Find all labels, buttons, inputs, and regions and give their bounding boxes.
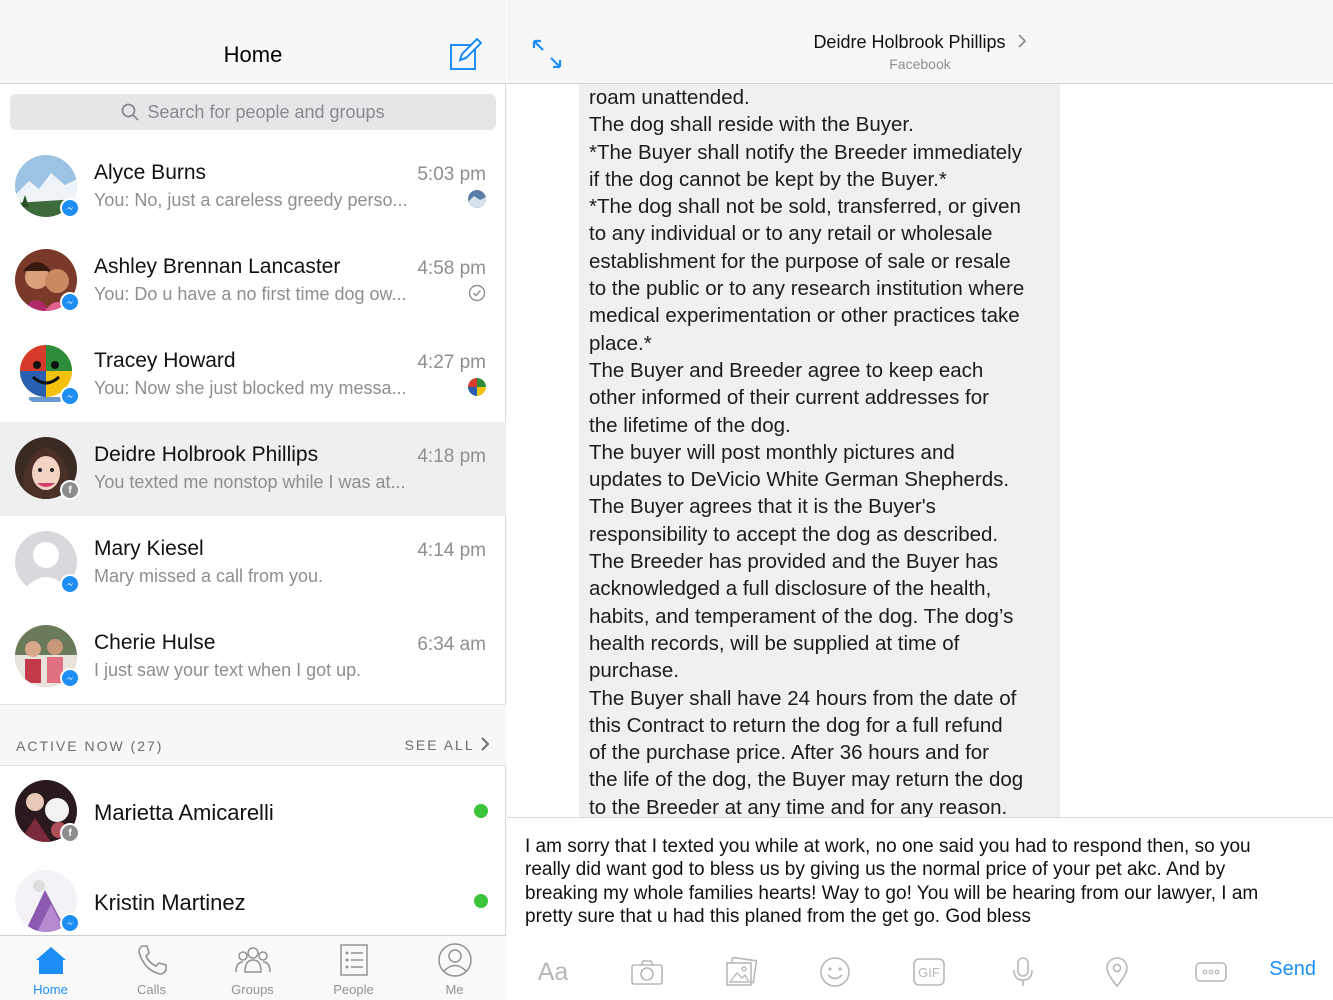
message-line: health records, will be supplied at time of	[589, 631, 960, 655]
online-indicator-icon	[474, 894, 488, 908]
message-time: 5:03 pm	[417, 164, 486, 185]
contact-name: Tracey Howard	[94, 349, 236, 372]
composer-line: I am sorry that I texted you while at work, no one said you had to respond then, so you	[525, 836, 1251, 857]
online-indicator-icon	[474, 804, 488, 818]
message-line: this Contract to return the dog for a full refund	[589, 713, 1003, 737]
tab-label: Calls	[137, 982, 166, 997]
send-button[interactable]: Send	[1269, 958, 1316, 980]
tab-people[interactable]	[303, 936, 404, 1000]
message-time: 4:27 pm	[417, 352, 486, 373]
message-bubble[interactable]	[579, 84, 1060, 817]
message-line: establishment for the purpose of sale or resale	[589, 249, 1011, 273]
people-list-icon	[336, 942, 372, 978]
contact-name: Deidre Holbrook Phillips	[94, 443, 319, 466]
message-line: *The Buyer shall notify the Breeder immediately	[589, 140, 1022, 164]
location-button[interactable]	[1097, 952, 1137, 992]
conversation-item[interactable]	[0, 516, 506, 610]
tab-label: Me	[445, 982, 464, 997]
conversation-list	[0, 140, 506, 704]
text-format-button[interactable]	[533, 952, 573, 992]
compose-text-field[interactable]	[525, 835, 1315, 928]
composer-line: pretty sure that u had this planed from the get go. God bless	[525, 905, 1031, 927]
search-icon	[121, 103, 139, 121]
home-header	[0, 0, 506, 84]
message-line: habits, and temperament of the dog. The dog’s	[589, 604, 1014, 628]
conversation-item[interactable]	[0, 234, 506, 328]
message-line: The Buyer and Breeder agree to keep each	[589, 358, 984, 382]
contact-name: Alyce Burns	[94, 161, 207, 184]
photo-gallery-icon	[725, 957, 757, 987]
text-format-label: Aa	[537, 957, 569, 986]
messenger-badge-icon	[60, 668, 80, 688]
groups-icon	[235, 942, 271, 978]
message-line: acknowledged a full disclosure of the health,	[589, 577, 992, 601]
active-person-item[interactable]	[0, 856, 506, 946]
message-preview: You texted me nonstop while I was at...	[94, 472, 406, 492]
message-thread[interactable]	[507, 84, 1333, 817]
message-line: to the public or to any research institution where	[589, 277, 1025, 301]
smiley-icon	[819, 956, 851, 988]
chat-title-button[interactable]	[507, 32, 1333, 53]
facebook-badge-icon: f	[60, 823, 80, 843]
voice-button[interactable]	[1003, 952, 1043, 992]
message-line: purchase.	[589, 659, 680, 683]
message-line: the life of the dog, the Buyer may return the dog	[589, 768, 1024, 792]
chevron-right-icon	[480, 737, 490, 751]
search-placeholder: Search for people and groups	[147, 101, 385, 122]
conversation-item[interactable]	[0, 140, 506, 234]
microphone-icon	[1012, 956, 1034, 988]
contact-name: Kristin Martinez	[94, 890, 246, 915]
camera-button[interactable]	[627, 952, 667, 992]
chat-source-label: Facebook	[889, 56, 951, 72]
message-line: other informed of their current addresses for	[589, 386, 989, 410]
emoji-button[interactable]	[815, 952, 855, 992]
message-line: place.*	[589, 331, 652, 355]
message-time: 4:14 pm	[417, 540, 486, 561]
contact-name: Cherie Hulse	[94, 631, 216, 654]
message-line: if the dog cannot be kept by the Buyer.*	[589, 167, 947, 191]
tab-bar	[0, 935, 506, 1000]
see-all-button[interactable]	[405, 737, 490, 753]
message-line: roam unattended.	[589, 86, 750, 109]
message-preview: I just saw your text when I got up.	[94, 660, 362, 680]
tab-home[interactable]	[0, 936, 101, 1000]
tab-label: Groups	[231, 982, 274, 997]
message-line: *The dog shall not be sold, transferred, or given	[589, 195, 1021, 219]
seen-avatar-icon	[468, 190, 486, 208]
chat-header	[507, 0, 1333, 84]
active-now-label: ACTIVE NOW (27)	[16, 738, 164, 754]
active-person-item[interactable]	[0, 766, 506, 856]
message-line: updates to DeVicio White German Shepherds.	[589, 468, 1010, 492]
chevron-right-icon	[1017, 34, 1027, 48]
seen-avatar-icon	[468, 378, 486, 396]
chat-contact-name: Deidre Holbrook Phillips	[813, 32, 1006, 52]
message-time: 4:18 pm	[417, 446, 486, 467]
facebook-badge-icon: f	[60, 480, 80, 500]
composer-toolbar	[507, 948, 1333, 992]
conversation-item[interactable]	[0, 610, 506, 704]
tab-label: Home	[33, 982, 68, 997]
message-line: the lifetime of the dog.	[589, 413, 791, 437]
gif-button[interactable]	[909, 952, 949, 992]
message-line: The dog shall reside with the Buyer.	[589, 113, 914, 137]
conversation-item-selected[interactable]	[0, 422, 506, 516]
more-icon	[1194, 960, 1228, 984]
message-line: responsibility to accept the dog as described.	[589, 522, 999, 546]
message-line: to any individual or to any retail or wholesale	[589, 222, 993, 246]
message-time: 4:58 pm	[417, 258, 486, 279]
camera-icon	[630, 958, 664, 986]
message-line: medical experimentation or other practices take	[589, 304, 1020, 328]
chat-pane	[507, 0, 1333, 1000]
messenger-badge-icon	[60, 198, 80, 218]
conversation-item[interactable]	[0, 328, 506, 422]
messenger-badge-icon	[60, 574, 80, 594]
page-title: Home	[223, 42, 283, 67]
composer-line: breaking my whole families hearts! Way to go! You will be hearing from our lawyer, I am	[525, 882, 1259, 904]
home-icon	[33, 942, 69, 978]
message-composer	[507, 817, 1333, 1000]
message-text	[589, 84, 1059, 817]
message-line: The Buyer shall have 24 hours from the date of	[589, 686, 1017, 710]
see-all-label: SEE ALL	[404, 737, 475, 753]
message-preview: You: Now she just blocked my messa...	[94, 378, 407, 398]
contact-name: Ashley Brennan Lancaster	[94, 255, 341, 278]
location-pin-icon	[1104, 956, 1130, 988]
compose-icon[interactable]	[448, 38, 482, 72]
conversation-pane	[0, 0, 506, 1000]
active-now-header	[0, 704, 506, 766]
messenger-badge-icon	[60, 913, 80, 933]
message-line: of the purchase price. After 36 hours and for	[589, 741, 989, 765]
tab-groups[interactable]	[202, 936, 303, 1000]
messenger-badge-icon	[60, 386, 80, 406]
message-preview: You: No, just a careless greedy perso...	[94, 190, 408, 210]
message-preview: Mary missed a call from you.	[94, 566, 324, 586]
more-options-button[interactable]	[1191, 952, 1231, 992]
contact-name: Mary Kiesel	[94, 537, 204, 560]
message-line: The Buyer agrees that it is the Buyer's	[589, 495, 936, 519]
search-input[interactable]	[10, 94, 496, 130]
tab-label: People	[333, 982, 374, 997]
message-time: 6:34 am	[417, 634, 486, 655]
delivered-check-icon	[468, 284, 486, 302]
tab-calls[interactable]	[101, 936, 202, 1000]
gif-label: GIF	[918, 964, 940, 980]
profile-icon	[437, 942, 473, 978]
messenger-badge-icon	[60, 292, 80, 312]
message-line: The buyer will post monthly pictures and	[589, 440, 955, 464]
tab-me[interactable]	[404, 936, 505, 1000]
contact-name: Marietta Amicarelli	[94, 800, 274, 825]
phone-icon	[134, 942, 170, 978]
composer-line: really did want god to bless us by giving us the normal price of your pet akc. And by	[525, 859, 1226, 881]
photo-button[interactable]	[721, 952, 761, 992]
message-line: to the Breeder at any time and for any reason.	[589, 795, 1008, 817]
message-line: The Breeder has provided and the Buyer has	[589, 550, 999, 574]
message-preview: You: Do u have a no first time dog ow...	[94, 284, 407, 304]
